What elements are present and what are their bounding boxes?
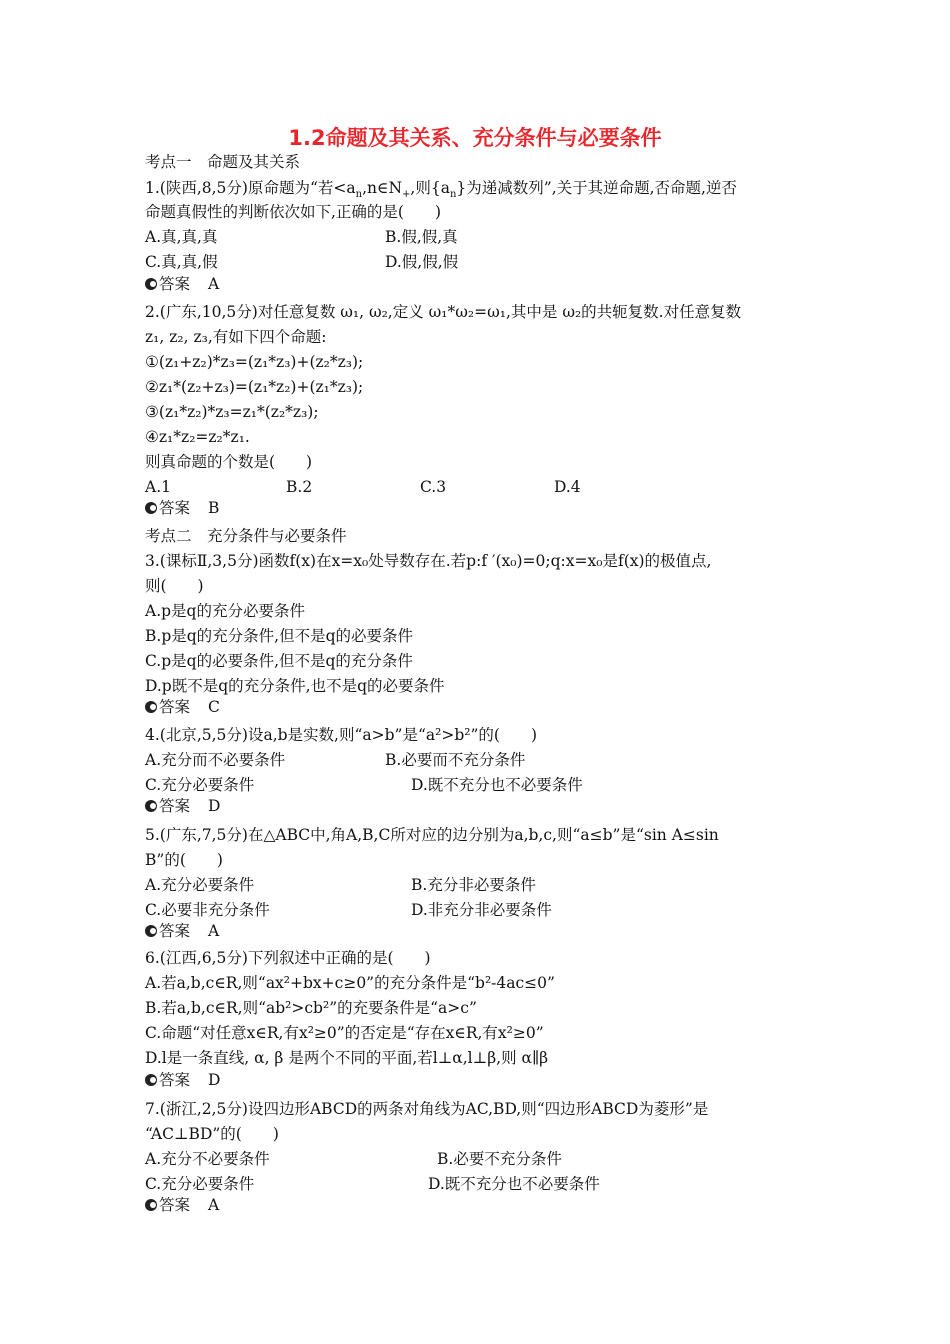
- answer-icon: [145, 502, 157, 514]
- q1-stem-sub-1: n: [355, 189, 363, 201]
- q4-option-b: B.必要而不充分条件: [385, 751, 526, 769]
- q5-answer: [145, 921, 219, 941]
- q2-answer-value: B: [208, 499, 220, 517]
- q1-stem-part-b: ,n∈N: [362, 179, 403, 197]
- question-3-stem: 3.(课标Ⅱ,3,5分)函数f(x)在x=x₀处导数存在.若p:f ′(x₀)=0;q:x=x₀是f(x)的极值点,: [145, 552, 712, 570]
- question-2-stem: 2.(广东,10,5分)对任意复数 ω₁, ω₂,定义 ω₁*ω₂=ω₁,其中是 ω₂的共轭复数.对任意复数: [145, 303, 742, 321]
- q1-option-c: C.真,真,假: [145, 253, 218, 271]
- answer-icon: [145, 925, 157, 937]
- question-4-stem: 4.(北京,5,5分)设a,b是实数,则“a>b”是“a²>b²”的( ): [145, 726, 537, 744]
- q6-option-c: C.命题“对任意x∈R,有x²≥0”的否定是“存在x∈R,有x²≥0”: [145, 1024, 544, 1042]
- q1-stem-part-d: }为递减数列”,关于其逆命题,否命题,逆否: [456, 179, 737, 197]
- q3-option-c: C.p是q的必要条件,但不是q的充分条件: [145, 652, 413, 670]
- q2-answer: [145, 498, 219, 518]
- q5-option-a: A.充分必要条件: [145, 876, 255, 894]
- answer-label: 答案: [159, 922, 191, 940]
- section-heading-1: 考点一 命题及其关系: [145, 153, 301, 171]
- q3-option-d: D.p既不是q的充分条件,也不是q的必要条件: [145, 677, 445, 695]
- answer-label: 答案: [159, 499, 191, 517]
- q3-option-a: A.p是q的充分必要条件: [145, 602, 305, 620]
- answer-icon: [145, 278, 157, 290]
- q2-option-b: B.2: [286, 478, 313, 496]
- q6-option-a: A.若a,b,c∈R,则“ax²+bx+c≥0”的充分条件是“b²-4ac≤0”: [145, 974, 555, 992]
- q2-option-a: A.1: [145, 478, 171, 496]
- q5-option-d: D.非充分非必要条件: [411, 901, 552, 919]
- question-2-line-2: z₁, z₂, z₃,有如下四个命题:: [145, 328, 327, 346]
- q1-answer-value: A: [208, 275, 220, 293]
- q7-option-a: A.充分不必要条件: [145, 1150, 270, 1168]
- question-3-line-2: 则( ): [145, 577, 204, 595]
- answer-icon: [145, 701, 157, 713]
- q4-option-c: C.充分必要条件: [145, 776, 255, 794]
- q7-answer-value: A: [208, 1196, 220, 1214]
- section-heading-2: 考点二 充分条件与必要条件: [145, 527, 347, 545]
- q2-proposition-1: ①(z₁+z₂)*z₃=(z₁*z₃)+(z₂*z₃);: [145, 353, 364, 371]
- question-2-question: 则真命题的个数是( ): [145, 453, 313, 471]
- question-1-line-2: 命题真假性的判断依次如下,正确的是( ): [145, 203, 442, 221]
- q1-option-a: A.真,真,真: [145, 228, 218, 246]
- q2-option-c: C.3: [420, 478, 447, 496]
- answer-label: 答案: [159, 1071, 191, 1089]
- question-1-stem: [145, 178, 737, 201]
- question-5-stem: 5.(广东,7,5分)在△ABC中,角A,B,C所对应的边分别为a,b,c,则“a≤b”是“sin A≤sin: [145, 826, 719, 844]
- q4-answer: [145, 796, 220, 816]
- q1-stem-part-a: 1.(陕西,8,5分)原命题为“若<a: [145, 179, 356, 197]
- q2-proposition-2: ②z₁*(z₂+z₃)=(z₁*z₂)+(z₁*z₃);: [145, 378, 364, 396]
- q7-option-b: B.必要不充分条件: [437, 1150, 562, 1168]
- q1-answer: [145, 274, 219, 294]
- q7-option-d: D.既不充分也不必要条件: [428, 1175, 600, 1193]
- answer-icon: [145, 800, 157, 812]
- q6-answer-value: D: [208, 1071, 221, 1089]
- answer-label: 答案: [159, 1196, 191, 1214]
- q6-option-d: D.l是一条直线, α, β 是两个不同的平面,若l⊥α,l⊥β,则 α∥β: [145, 1049, 549, 1067]
- q4-option-a: A.充分而不必要条件: [145, 751, 286, 769]
- answer-icon: [145, 1199, 157, 1211]
- q3-answer: [145, 697, 220, 717]
- q5-option-c: C.必要非充分条件: [145, 901, 270, 919]
- q7-option-c: C.充分必要条件: [145, 1175, 255, 1193]
- q5-option-b: B.充分非必要条件: [411, 876, 536, 894]
- answer-label: 答案: [159, 797, 191, 815]
- q1-stem-sub-3: n: [449, 189, 457, 201]
- q7-answer: [145, 1195, 219, 1215]
- q3-option-b: B.p是q的充分条件,但不是q的必要条件: [145, 627, 414, 645]
- q5-answer-value: A: [208, 922, 220, 940]
- question-7-stem: 7.(浙江,2,5分)设四边形ABCD的两条对角线为AC,BD,则“四边形ABCD为菱形”是: [145, 1100, 709, 1118]
- q1-stem-sub-2: +: [402, 189, 411, 201]
- page-title: 1.2命题及其关系、充分条件与必要条件: [288, 126, 662, 150]
- q4-answer-value: D: [208, 797, 221, 815]
- q6-option-b: B.若a,b,c∈R,则“ab²>cb²”的充要条件是“a>c”: [145, 999, 477, 1017]
- question-6-stem: 6.(江西,6,5分)下列叙述中正确的是( ): [145, 949, 431, 967]
- answer-label: 答案: [159, 275, 191, 293]
- answer-label: 答案: [159, 698, 191, 716]
- q2-proposition-4: ④z₁*z₂=z₂*z₁.: [145, 428, 250, 446]
- q1-stem-part-c: ,则{a: [410, 179, 450, 197]
- answer-icon: [145, 1074, 157, 1086]
- q1-option-d: D.假,假,假: [385, 253, 459, 271]
- q2-option-d: D.4: [554, 478, 581, 496]
- q2-proposition-3: ③(z₁*z₂)*z₃=z₁*(z₂*z₃);: [145, 403, 319, 421]
- q1-option-b: B.假,假,真: [385, 228, 458, 246]
- question-5-line-2: B”的( ): [145, 851, 223, 869]
- q3-answer-value: C: [208, 698, 220, 716]
- q6-answer: [145, 1070, 220, 1090]
- question-7-line-2: “AC⊥BD”的( ): [145, 1125, 279, 1143]
- q4-option-d: D.既不充分也不必要条件: [411, 776, 583, 794]
